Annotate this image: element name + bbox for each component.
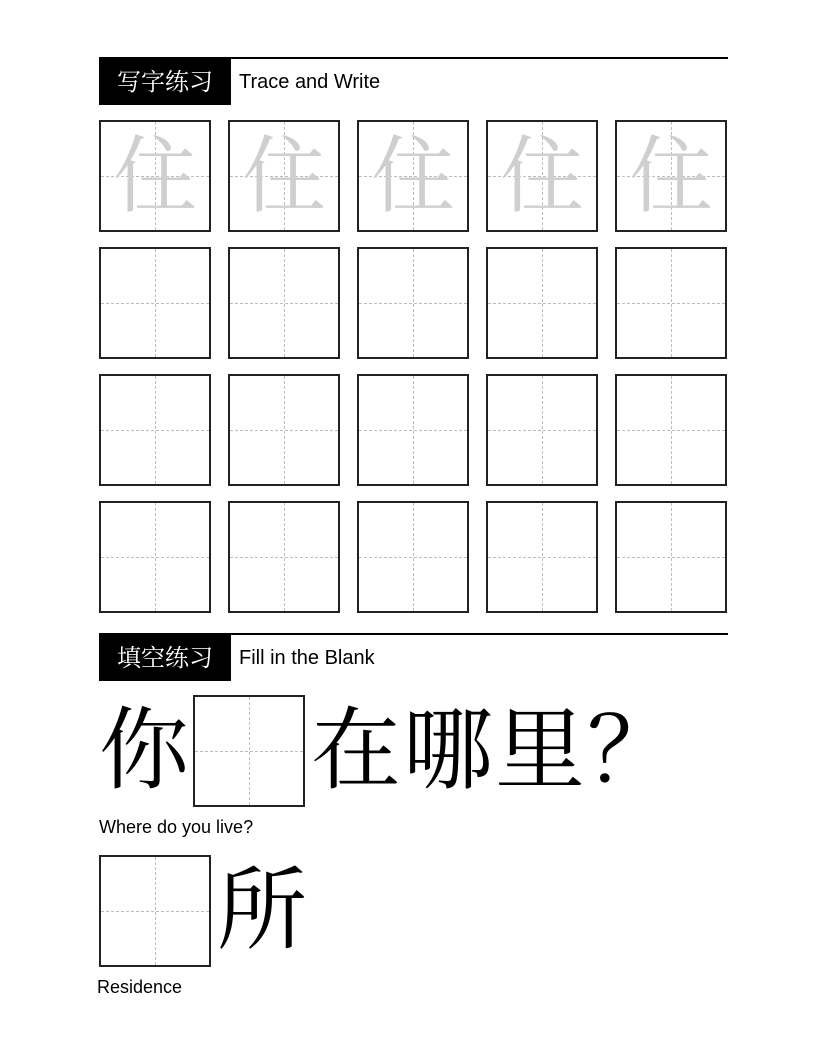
sentence-1-gloss: Where do you live? bbox=[99, 817, 254, 837]
write-cell[interactable] bbox=[486, 247, 598, 359]
trace-character: 住 bbox=[499, 127, 584, 225]
fill-sentence-2 bbox=[99, 855, 309, 967]
trace-character: 住 bbox=[112, 127, 197, 225]
trace-cell[interactable] bbox=[99, 120, 211, 232]
write-cell[interactable] bbox=[228, 247, 340, 359]
trace-cell[interactable] bbox=[615, 120, 727, 232]
trace-character: 住 bbox=[241, 127, 326, 225]
write-cell[interactable] bbox=[615, 374, 727, 486]
trace-character: 住 bbox=[370, 127, 455, 225]
write-cell[interactable] bbox=[99, 501, 211, 613]
sentence-char: 你 bbox=[99, 698, 189, 803]
sentence-char: ？ bbox=[587, 698, 677, 803]
fill-section-tag: 填空练习 bbox=[99, 635, 231, 681]
write-cell[interactable] bbox=[357, 501, 469, 613]
trace-cell[interactable] bbox=[228, 120, 340, 232]
trace-cell[interactable] bbox=[486, 120, 598, 232]
write-cell[interactable] bbox=[228, 501, 340, 613]
trace-section-subtitle: Trace and Write bbox=[239, 71, 381, 93]
write-cell[interactable] bbox=[99, 247, 211, 359]
fill-blank-box[interactable] bbox=[99, 855, 211, 967]
sentence-2-gloss: Residence bbox=[97, 977, 183, 997]
sentence-char: 在 bbox=[311, 698, 401, 803]
sentence-char: 所 bbox=[217, 858, 307, 963]
write-cell[interactable] bbox=[99, 374, 211, 486]
fill-section-subtitle: Fill in the Blank bbox=[239, 647, 375, 669]
trace-section-tag: 写字练习 bbox=[99, 59, 231, 105]
write-cell[interactable] bbox=[357, 374, 469, 486]
trace-cell[interactable] bbox=[357, 120, 469, 232]
write-cell[interactable] bbox=[357, 247, 469, 359]
fill-sentence-1 bbox=[99, 695, 679, 807]
write-cell[interactable] bbox=[615, 247, 727, 359]
write-cell[interactable] bbox=[486, 374, 598, 486]
write-cell[interactable] bbox=[486, 501, 598, 613]
writing-grid bbox=[99, 120, 728, 615]
sentence-char: 哪 bbox=[403, 698, 493, 803]
fill-section-header bbox=[99, 633, 728, 681]
fill-blank-box[interactable] bbox=[193, 695, 305, 807]
trace-character: 住 bbox=[628, 127, 713, 225]
sentence-char: 里 bbox=[495, 698, 585, 803]
write-cell[interactable] bbox=[228, 374, 340, 486]
write-cell[interactable] bbox=[615, 501, 727, 613]
trace-section-header bbox=[99, 57, 728, 105]
